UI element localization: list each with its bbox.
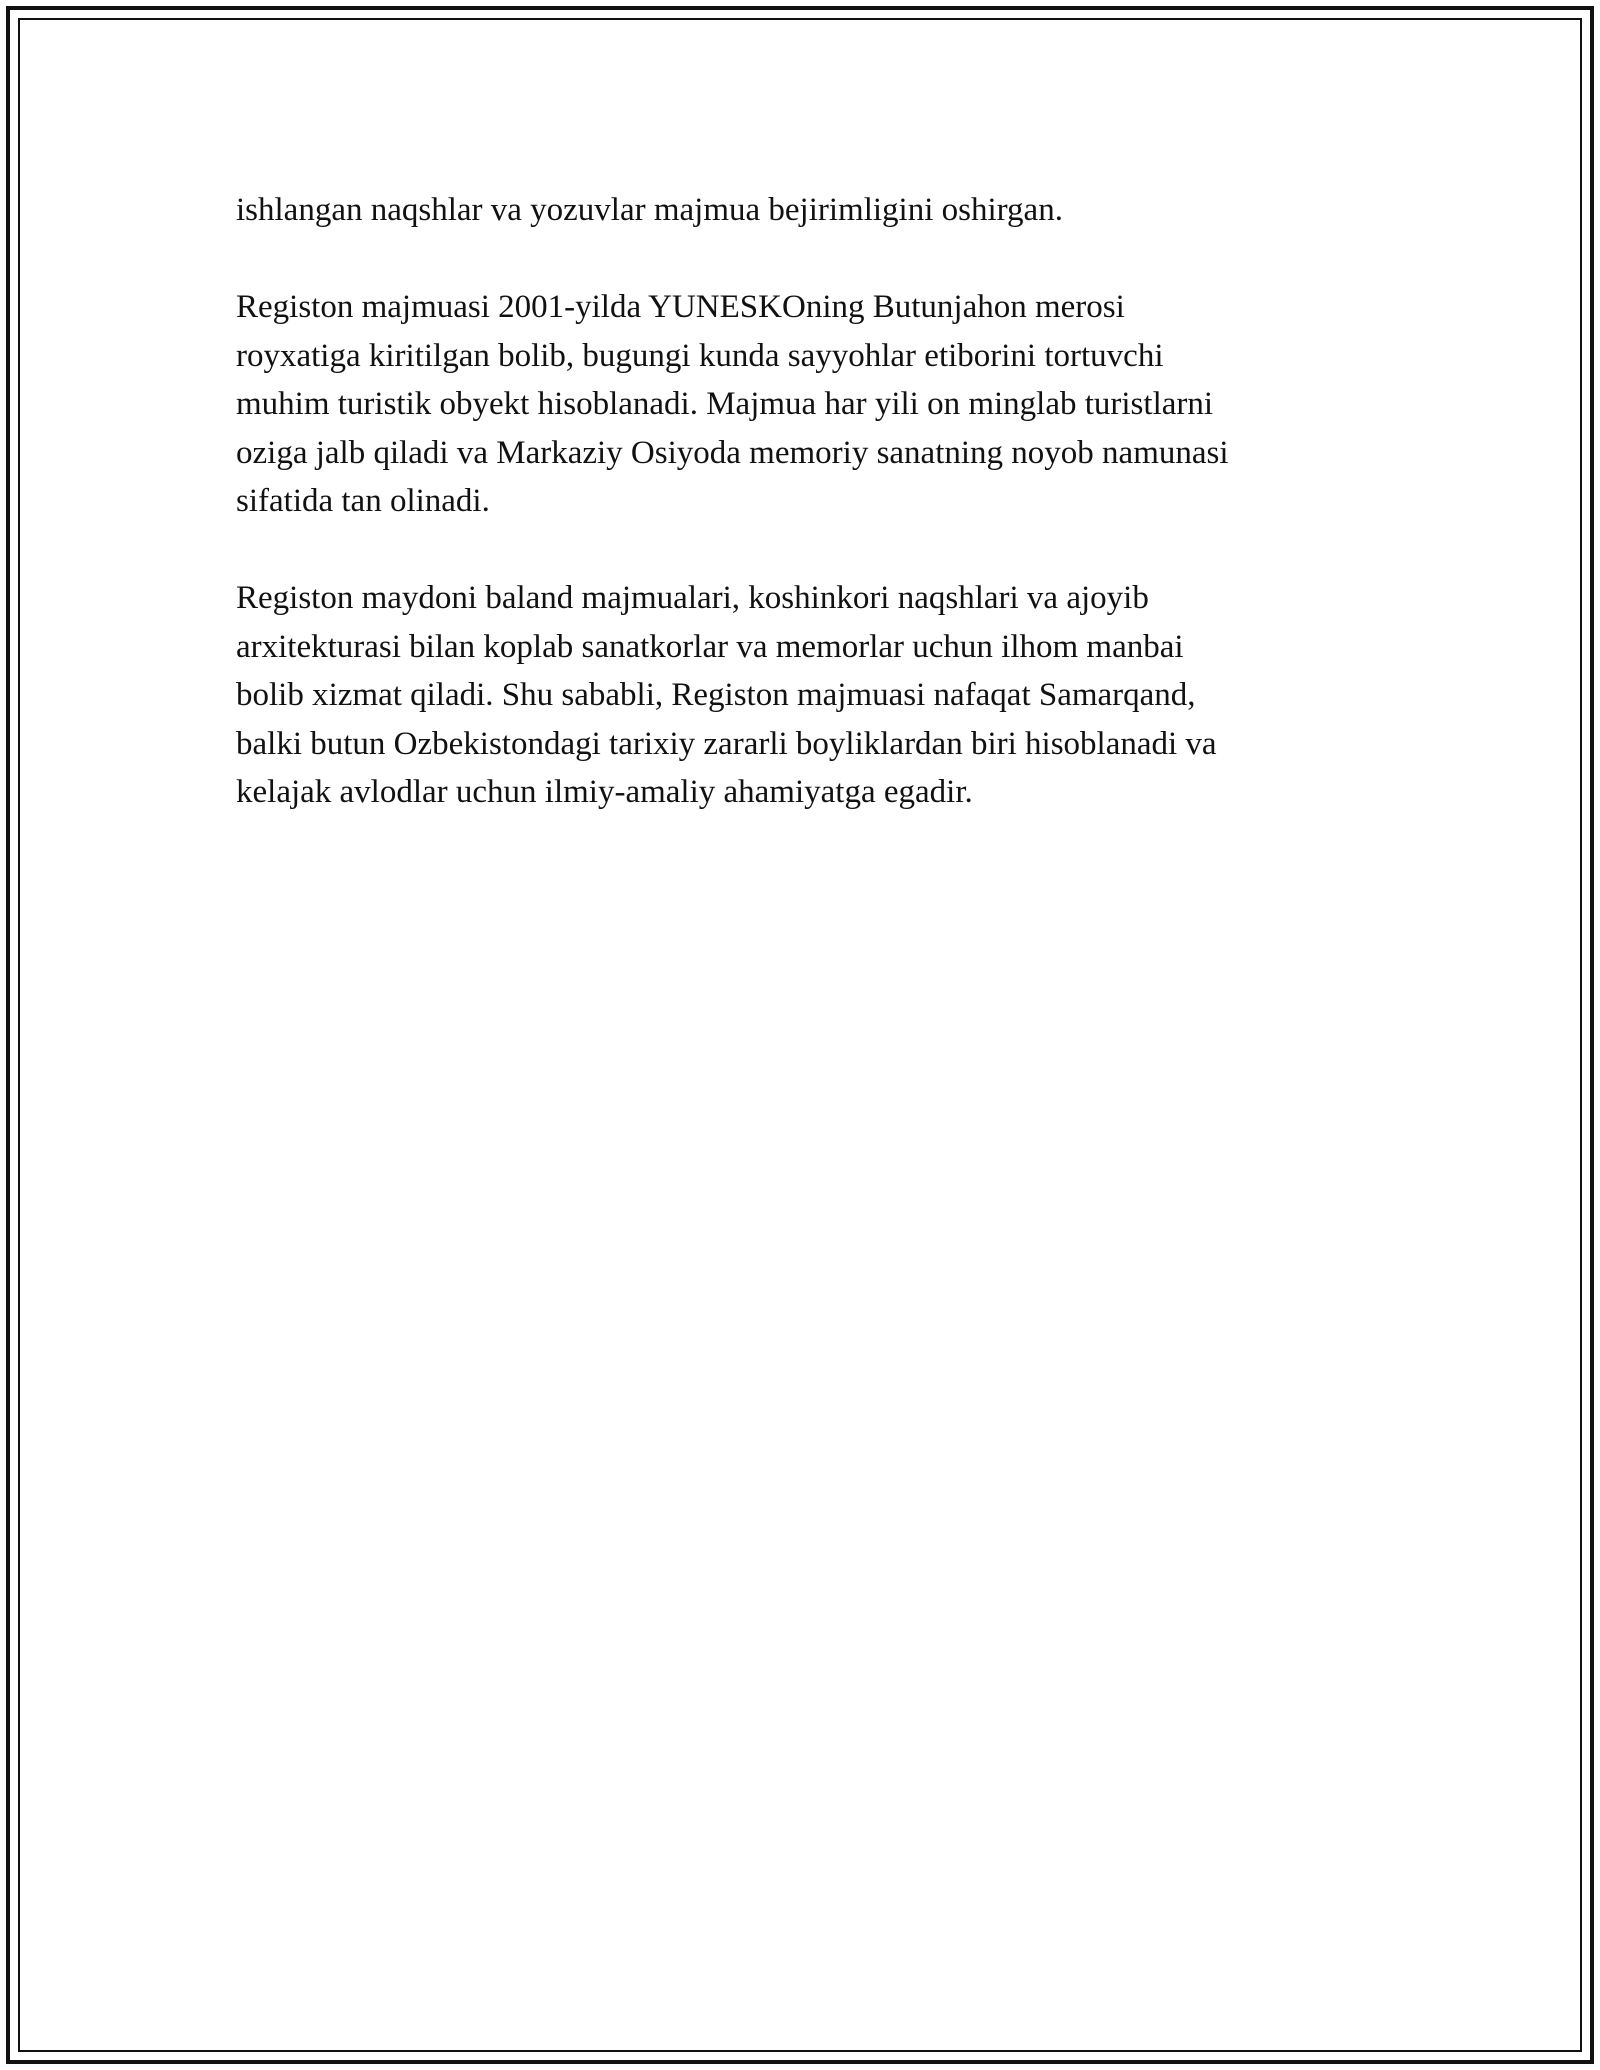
- paragraph-3: [236, 574, 1356, 817]
- paragraph-2: [236, 283, 1356, 526]
- text-line: balki butun Ozbekistondagi tarixiy zararli boyliklardan biri hisoblanadi va: [236, 725, 1217, 762]
- paragraph-1: [236, 186, 1356, 235]
- text-line: bolib xizmat qiladi. Shu sababli, Registon majmuasi nafaqat Samarqand,: [236, 677, 1196, 713]
- text-line: Registon maydoni baland majmualari, koshinkori naqshlari va ajoyib: [236, 580, 1149, 616]
- text-line: arxitekturasi bilan koplab sanatkorlar va memorlar uchun ilhom manbai: [236, 628, 1184, 665]
- text-line: ishlangan naqshlar va yozuvlar majmua bejirimligini oshirgan.: [236, 192, 1063, 228]
- text-line: kelajak avlodlar uchun ilmiy-amaliy ahamiyatga egadir.: [236, 774, 973, 810]
- text-line: royxatiga kiritilgan bolib, bugungi kunda sayyohlar etiborini tortuvchi: [236, 337, 1164, 374]
- text-line: sifatida tan olinadi.: [236, 483, 490, 519]
- text-line: Registon majmuasi 2001-yilda YUNESKOning Butunjahon merosi: [236, 289, 1125, 325]
- text-line: muhim turistik obyekt hisoblanadi. Majmua har yili on minglab turistlarni: [236, 386, 1214, 422]
- text-line: oziga jalb qiladi va Markaziy Osiyoda memoriy sanatning noyob namunasi: [236, 434, 1229, 471]
- document-body: [236, 186, 1356, 865]
